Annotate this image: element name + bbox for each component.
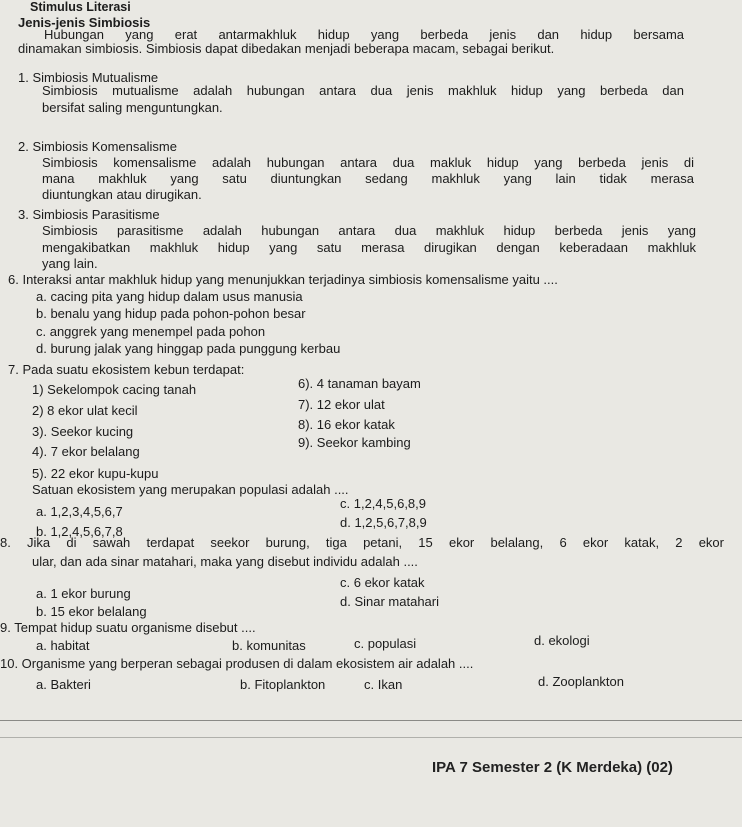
- question-8-option: c. 6 ekor katak: [340, 575, 425, 590]
- question-7-stem: 7. Pada suatu ekosistem kebun terdapat:: [8, 362, 245, 377]
- question-7-item: 7). 12 ekor ulat: [298, 397, 385, 412]
- question-7-option: d. 1,2,5,6,7,8,9: [340, 515, 427, 530]
- question-6-option: b. benalu yang hidup pada pohon-pohon besar: [36, 306, 306, 321]
- question-7-item: 4). 7 ekor belalang: [32, 444, 140, 459]
- type-text-line: mengakibatkan makhluk hidup yang satu merasa dirugikan dengan keberadaan makhluk: [42, 240, 696, 255]
- type-text-line: Simbiosis mutualisme adalah hubungan antara dua jenis makhluk hidup yang berbeda dan: [42, 83, 684, 98]
- intro-line-1: Hubungan yang erat antarmakhluk hidup yang berbeda jenis dan hidup bersama: [44, 27, 684, 42]
- type-text-line: bersifat saling menguntungkan.: [42, 100, 223, 115]
- question-7-prompt: Satuan ekosistem yang merupakan populasi adalah ....: [32, 482, 349, 497]
- footer-divider: [0, 720, 742, 721]
- question-6-option: c. anggrek yang menempel pada pohon: [36, 324, 266, 339]
- question-9-option: d. ekologi: [534, 633, 590, 648]
- question-7-item: 5). 22 ekor kupu-kupu: [32, 466, 159, 481]
- question-7-option: a. 1,2,3,4,5,6,7: [36, 504, 123, 519]
- question-9-option: b. komunitas: [232, 638, 306, 653]
- footer-label: IPA 7 Semester 2 (K Merdeka) (02): [432, 759, 673, 776]
- intro-line-2: dinamakan simbiosis. Simbiosis dapat dibedakan menjadi beberapa macam, sebagai berikut.: [18, 41, 555, 56]
- question-7-item: 1) Sekelompok cacing tanah: [32, 382, 197, 397]
- question-10-option: a. Bakteri: [36, 677, 91, 692]
- question-10-option: b. Fitoplankton: [240, 677, 326, 692]
- question-6-option: d. burung jalak yang hinggap pada punggung kerbau: [36, 341, 341, 356]
- footer-divider: [0, 737, 742, 738]
- question-7-item: 2) 8 ekor ulat kecil: [32, 403, 138, 418]
- type-text-line: diuntungkan atau dirugikan.: [42, 187, 202, 202]
- question-8-option: d. Sinar matahari: [340, 594, 439, 609]
- question-8-option: b. 15 ekor belalang: [36, 604, 147, 619]
- type-text-line: yang lain.: [42, 256, 98, 271]
- question-9-stem: 9. Tempat hidup suatu organisme disebut ....: [0, 620, 256, 635]
- question-7-item: 8). 16 ekor katak: [298, 417, 395, 432]
- question-7-item: 6). 4 tanaman bayam: [298, 376, 421, 391]
- question-10-stem: 10. Organisme yang berperan sebagai produsen di dalam ekosistem air adalah ....: [0, 656, 474, 671]
- question-9-option: a. habitat: [36, 638, 90, 653]
- stimulus-title: Stimulus Literasi: [30, 0, 131, 14]
- question-8-option: a. 1 ekor burung: [36, 586, 131, 601]
- section-heading: Jenis-jenis Simbiosis: [18, 15, 151, 30]
- question-6-stem: 6. Interaksi antar makhluk hidup yang menunjukkan terjadinya simbiosis komensalisme yaitu ....: [8, 272, 558, 287]
- question-6-option: a. cacing pita yang hidup dalam usus manusia: [36, 289, 303, 304]
- type-heading: 2. Simbiosis Komensalisme: [18, 139, 177, 154]
- question-8-stem-line: ular, dan ada sinar matahari, maka yang disebut individu adalah ....: [32, 554, 418, 569]
- type-text-line: Simbiosis komensalisme adalah hubungan antara dua makluk hidup yang berbeda jenis di: [42, 155, 694, 170]
- type-text-line: Simbiosis parasitisme adalah hubungan antara dua makhluk hidup berbeda jenis yang: [42, 223, 696, 238]
- question-7-option: b. 1,2,4,5,6,7,8: [36, 524, 123, 539]
- type-heading: 1. Simbiosis Mutualisme: [18, 70, 159, 85]
- question-9-option: c. populasi: [354, 636, 417, 651]
- type-heading: 3. Simbiosis Parasitisme: [18, 207, 160, 222]
- question-8-stem-line: 8. Jika di sawah terdapat seekor burung, tiga petani, 15 ekor belalang, 6 ekor katak, 2 ekor: [0, 535, 724, 550]
- question-7-option: c. 1,2,4,5,6,8,9: [340, 496, 427, 511]
- question-10-option: d. Zooplankton: [538, 674, 625, 689]
- question-7-item: 9). Seekor kambing: [298, 435, 411, 450]
- question-10-option: c. Ikan: [364, 677, 403, 692]
- type-text-line: mana makhluk yang satu diuntungkan sedang makhluk yang lain tidak merasa: [42, 171, 694, 186]
- question-7-item: 3). Seekor kucing: [32, 424, 134, 439]
